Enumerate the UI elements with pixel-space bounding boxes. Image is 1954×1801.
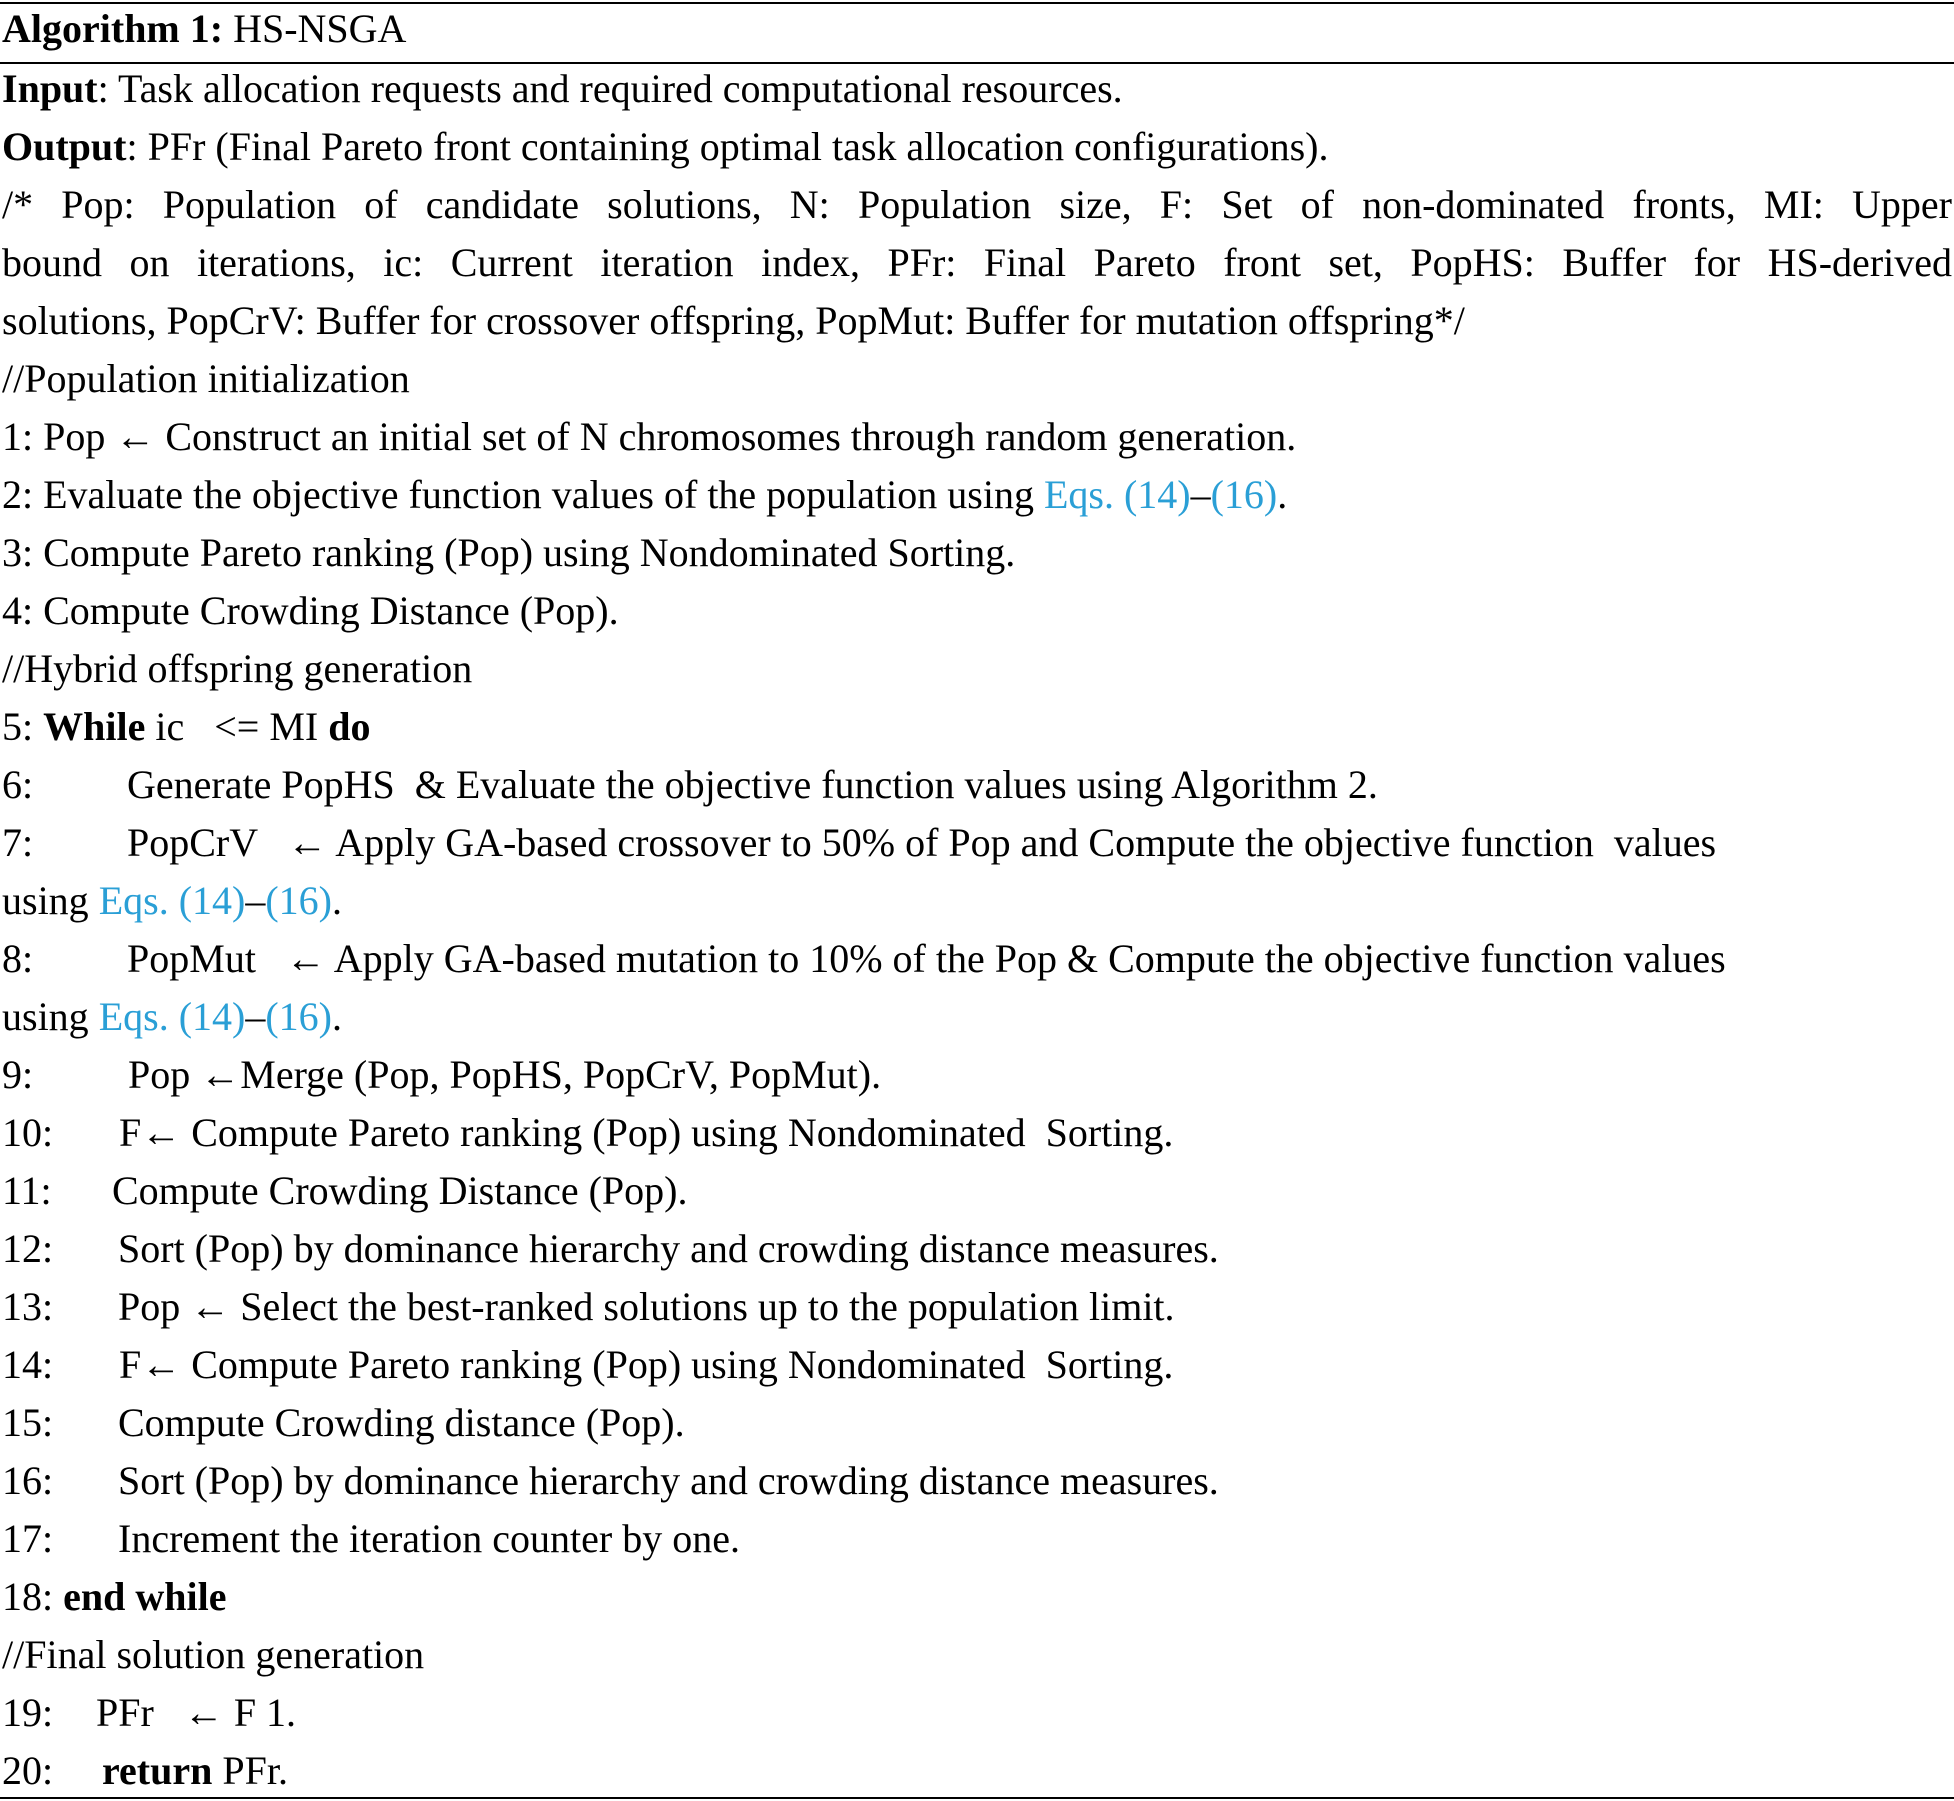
- step-8: 8: PopMut ← Apply GA-based mutation to 10% of the Pop & Compute the objective function values: [2, 936, 1726, 981]
- eq-ref-16[interactable]: (16): [265, 878, 332, 923]
- input-line: Input: Task allocation requests and required computational resources.: [2, 66, 1123, 111]
- comment-line-3: solutions, PopCrV: Buffer for crossover offspring, PopMut: Buffer for mutation offspring*/: [2, 298, 1465, 343]
- section-final-solution: //Final solution generation: [2, 1632, 425, 1677]
- step-19: 19: PFr ← F 1.: [2, 1690, 297, 1735]
- step-12: 12: Sort (Pop) by dominance hierarchy and crowding distance measures.: [2, 1226, 1219, 1271]
- step-17: 17: Increment the iteration counter by one.: [2, 1516, 740, 1561]
- step-16: 16: Sort (Pop) by dominance hierarchy and crowding distance measures.: [2, 1458, 1219, 1503]
- step-14: 14: F← Compute Pareto ranking (Pop) using Nondominated Sorting.: [2, 1342, 1174, 1387]
- step-6: 6: Generate PopHS & Evaluate the objective function values using Algorithm 2.: [2, 762, 1378, 807]
- eq-ref-14[interactable]: Eqs. (14): [98, 994, 246, 1039]
- step-7-cont: using Eqs. (14)–(16).: [2, 878, 342, 923]
- step-2: 2: Evaluate the objective function values of the population using Eqs. (14)–(16).: [2, 472, 1288, 517]
- eq-ref-16[interactable]: (16): [265, 994, 332, 1039]
- step-3: 3: Compute Pareto ranking (Pop) using Nondominated Sorting.: [2, 530, 1016, 575]
- eq-ref-14[interactable]: Eqs. (14): [1043, 472, 1191, 517]
- step-18: 18: end while: [2, 1574, 227, 1619]
- step-9: 9: Pop ←Merge (Pop, PopHS, PopCrV, PopMut).: [2, 1052, 882, 1097]
- step-4: 4: Compute Crowding Distance (Pop).: [2, 588, 619, 633]
- step-1: 1: Pop ← Construct an initial set of N chromosomes through random generation.: [2, 414, 1297, 459]
- output-line: Output: PFr (Final Pareto front containing optimal task allocation configurations).: [2, 124, 1329, 169]
- step-11: 11: Compute Crowding Distance (Pop).: [2, 1168, 688, 1213]
- step-13: 13: Pop ← Select the best-ranked solutions up to the population limit.: [2, 1284, 1175, 1329]
- step-7: 7: PopCrV ← Apply GA-based crossover to 50% of Pop and Compute the objective function values: [2, 820, 1717, 865]
- comment-line-1: /* Pop: Population of candidate solutions, N: Population size, F: Set of non-dominated fronts, MI: Upper: [2, 182, 1952, 227]
- step-15: 15: Compute Crowding distance (Pop).: [2, 1400, 685, 1445]
- bottom-rule: [0, 1797, 1954, 1799]
- step-20: 20: return PFr.: [2, 1748, 288, 1793]
- step-5: 5: While ic <= MI do: [2, 704, 371, 749]
- eq-ref-16[interactable]: (16): [1210, 472, 1278, 517]
- eq-ref-14[interactable]: Eqs. (14): [98, 878, 246, 923]
- section-hybrid-offspring: //Hybrid offspring generation: [2, 646, 473, 691]
- comment-line-2: bound on iterations, ic: Current iteration index, PFr: Final Pareto front set, PopHS: Buffer for HS-derived: [2, 240, 1952, 285]
- algorithm-title: Algorithm 1: HS-NSGA: [2, 6, 407, 51]
- section-population-init: //Population initialization: [2, 356, 410, 401]
- step-10: 10: F← Compute Pareto ranking (Pop) using Nondominated Sorting.: [2, 1110, 1174, 1155]
- step-8-cont: using Eqs. (14)–(16).: [2, 994, 342, 1039]
